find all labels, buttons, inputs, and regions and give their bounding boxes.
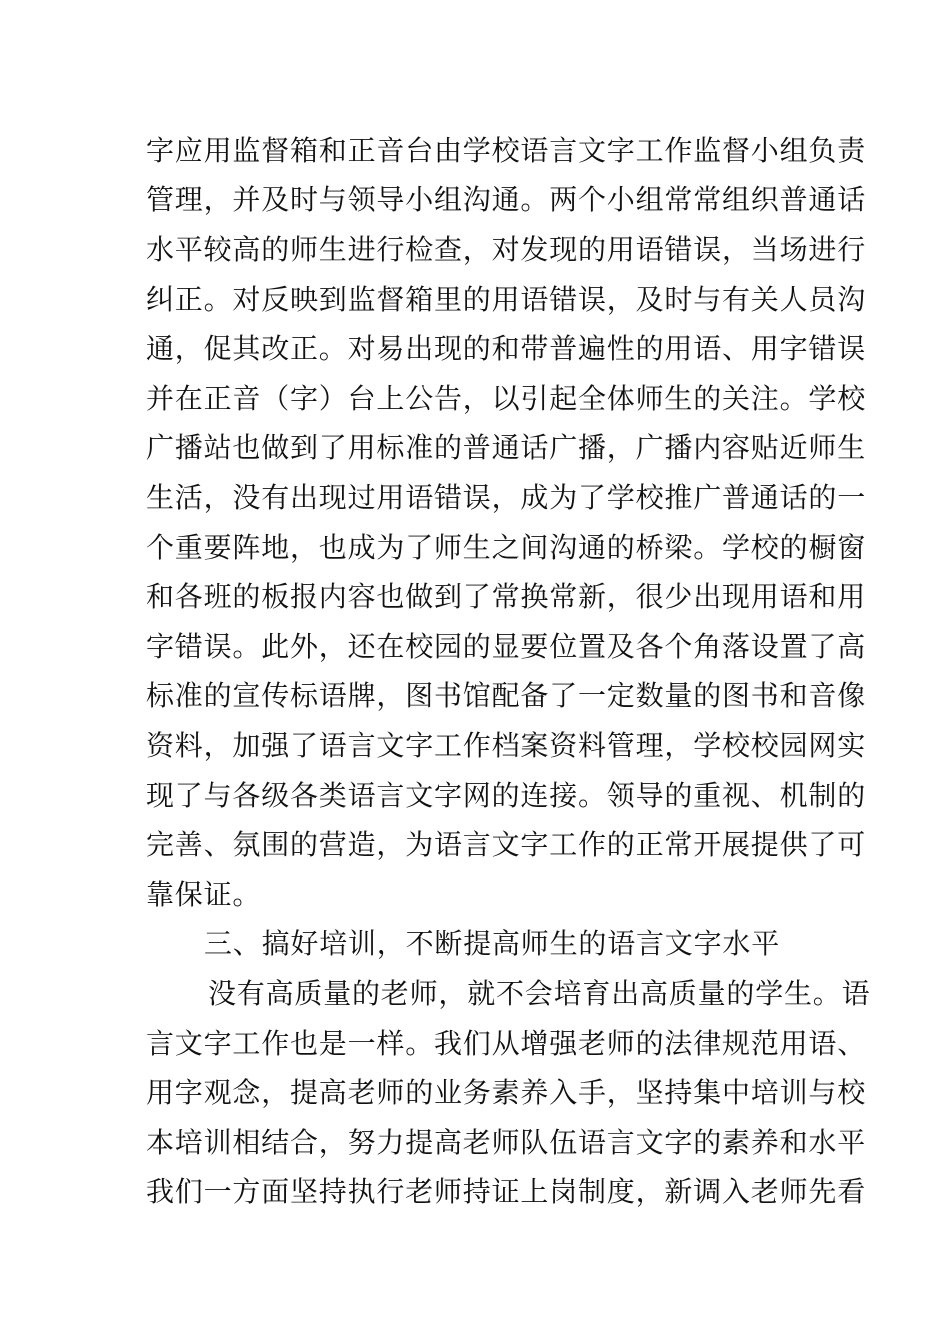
paragraph-line: 标准的宣传标语牌，图书馆配备了一定数量的图书和音像 (146, 679, 867, 712)
paragraph-line: 广播站也做到了用标准的普通话广播，广播内容贴近师生 (146, 431, 867, 464)
paragraph-line: 个重要阵地，也成为了师生之间沟通的桥梁。学校的橱窗 (146, 531, 867, 564)
paragraph-line: 纠正。对反映到监督箱里的用语错误，及时与有关人员沟 (146, 283, 867, 316)
paragraph-line: 靠保证。 (146, 878, 262, 911)
paragraph-line: 字错误。此外，还在校园的显要位置及各个角落设置了高 (146, 630, 867, 663)
paragraph-line: 字应用监督箱和正音台由学校语言文字工作监督小组负责 (146, 134, 867, 167)
paragraph-line: 言文字工作也是一样。我们从增强老师的法律规范用语、 (146, 1027, 867, 1060)
paragraph-line: 现了与各级各类语言文字网的连接。领导的重视、机制的 (146, 779, 867, 812)
paragraph-line: 水平较高的师生进行检查，对发现的用语错误，当场进行 (146, 233, 867, 266)
paragraph-line: 并在正音（字）台上公告，以引起全体师生的关注。学校 (146, 382, 867, 415)
paragraph-line: 生活，没有出现过用语错误，成为了学校推广普通话的一 (146, 481, 867, 514)
paragraph-line: 和各班的板报内容也做到了常换常新，很少出现用语和用 (146, 580, 867, 613)
paragraph-line: 完善、氛围的营造，为语言文字工作的正常开展提供了可 (146, 828, 867, 861)
paragraph-line: 通，促其改正。对易出现的和带普遍性的用语、用字错误 (146, 332, 867, 365)
paragraph-line: 管理，并及时与领导小组沟通。两个小组常常组织普通话 (146, 183, 867, 216)
paragraph-line: 我们一方面坚持执行老师持证上岗制度，新调入老师先看 (146, 1175, 867, 1208)
paragraph-line: 用字观念，提高老师的业务素养入手，坚持集中培训与校 (146, 1076, 867, 1109)
paragraph-line: 本培训相结合，努力提高老师队伍语言文字的素养和水平 (146, 1126, 867, 1159)
paragraph-line: 没有高质量的老师，就不会培育出高质量的学生。语 (208, 977, 871, 1010)
section-heading: 三、搞好培训，不断提高师生的语言文字水平 (204, 927, 781, 960)
paragraph-line: 资料，加强了语言文字工作档案资料管理，学校校园网实 (146, 729, 867, 762)
